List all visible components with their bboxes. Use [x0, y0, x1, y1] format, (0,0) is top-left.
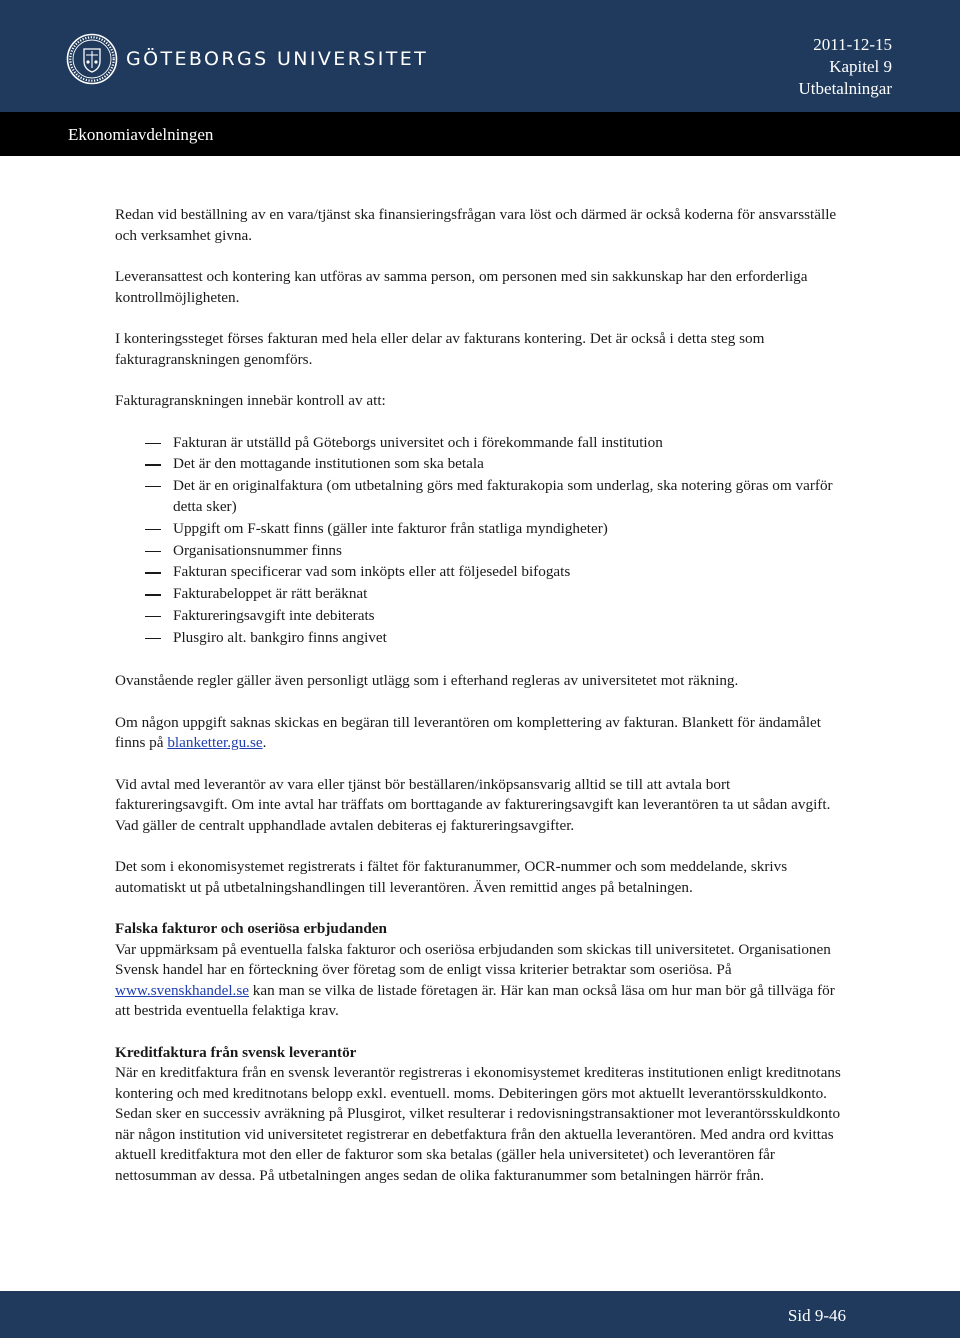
university-seal-icon	[66, 33, 118, 85]
section-label: Utbetalningar	[798, 79, 892, 98]
paragraph: När en kreditfaktura från en svensk leverantör registreras i ekonomisystemet krediteras institutionen enligt kreditnotans kontering och med kreditnotans belopp exkl. eventuell. moms. Debiteringen görs mot aktuellt leverantörsskuldkonto. Sedan sker en successiv avräkning på Plusgirot, vilket resulterar i redovisningstransaktioner mot leverantörsskuldkonto när någon institution vid universitetet registrerar en debetfaktura från den aktuella leverantören. Med andra ord kvittas aktuell kreditfaktura mot den eller de fakturor som ska betalas (gäller hela universitetet) och leverantören får nettosumman av dessa. På utbetalningen anges sedan de olika fakturanummer som betalningen härrör från.	[115, 1064, 841, 1184]
footer-bar	[0, 1291, 960, 1338]
chapter-label: Kapitel 9	[829, 57, 892, 76]
paragraph: Fakturagranskningen innebär kontroll av att:	[115, 392, 386, 409]
list-item: Det är den mottagande institutionen som ska betala	[115, 454, 845, 475]
list-item: Det är en originalfaktura (om utbetalning görs med fakturakopia som underlag, ska notering göras om varför detta sker)	[115, 476, 845, 517]
list-item: Faktureringsavgift inte debiterats	[115, 606, 845, 627]
paragraph: Ovanstående regler gäller även personligt utlägg som i efterhand regleras av universitetet mot räkning.	[115, 672, 739, 690]
section-heading: Kreditfaktura från svensk leverantör	[115, 1043, 357, 1061]
list-item: Plusgiro alt. bankgiro finns angivet	[115, 628, 845, 649]
header-meta	[799, 34, 892, 100]
list-item: Fakturan specificerar vad som inköpts eller att följesedel bifogats	[115, 562, 845, 583]
paragraph: Redan vid beställning av en vara/tjänst ska finansieringsfrågan vara löst och därmed är också koderna för ansvarsställe och verksamhet givna.	[115, 206, 837, 244]
paragraph: I konteringssteget förses fakturan med hela eller delar av fakturans kontering. Det är också i detta steg som fakturagranskningen genomförs.	[115, 330, 765, 368]
paragraph: Var uppmärksam på eventuella falska fakturor och oseriösa erbjudanden som skickas till universitetet. Organisationen Svensk handel har en förteckning över företag som de enligt vissa kriterier betraktar som oseriösa. På www.svenskhandel.se kan man se vilka de listade företagen är. Här kan man också läsa om hur man bör gå tillväga för att bestrida eventuella felaktiga krav.	[115, 940, 835, 1020]
document-body	[115, 205, 845, 1186]
paragraph: Om någon uppgift saknas skickas en begäran till leverantören om komplettering av fakturan. Blankett för ändamålet finns på blanketter.gu.se.	[115, 713, 821, 752]
paragraph: Vid avtal med leverantör av vara eller tjänst bör beställaren/inköpsansvarig alltid se till att avtala bort faktureringsavgift. Om inte avtal har träffats om borttagande av faktureringsavgift kan leverantören ta ut sådan avgift. Vad gäller de centralt upphandlade avtalen debiteras ej faktureringsavgifter.	[115, 775, 831, 834]
header-bar	[0, 0, 960, 112]
document-date: 2011-12-15	[813, 35, 892, 54]
list-item: Fakturan är utställd på Göteborgs universitet och i förekommande fall institution	[115, 433, 845, 454]
university-name: GÖTEBORGS UNIVERSITET	[126, 48, 429, 70]
paragraph: Leveransattest och kontering kan utföras av samma person, om personen med sin sakkunskap har den erforderliga kontrollmöjligheten.	[115, 268, 808, 306]
department-name: Ekonomiavdelningen	[68, 125, 214, 144]
list-item: Fakturabeloppet är rätt beräknat	[115, 584, 845, 605]
checklist	[115, 433, 845, 649]
paragraph: Det som i ekonomisystemet registrerats i fältet för fakturanummer, OCR-nummer och som meddelande, skrivs automatiskt ut på utbetalningshandlingen till leverantören. Även remittid anges på betalningen.	[115, 858, 788, 896]
section-heading: Falska fakturor och oseriösa erbjudanden	[115, 920, 387, 938]
svenskhandel-link[interactable]: www.svenskhandel.se	[115, 981, 249, 999]
blanketter-link[interactable]: blanketter.gu.se	[167, 734, 263, 752]
list-item: Organisationsnummer finns	[115, 541, 845, 562]
list-item: Uppgift om F-skatt finns (gäller inte fakturor från statliga myndigheter)	[115, 519, 845, 540]
department-bar	[0, 112, 960, 156]
page-number: Sid 9-46	[787, 1306, 846, 1325]
